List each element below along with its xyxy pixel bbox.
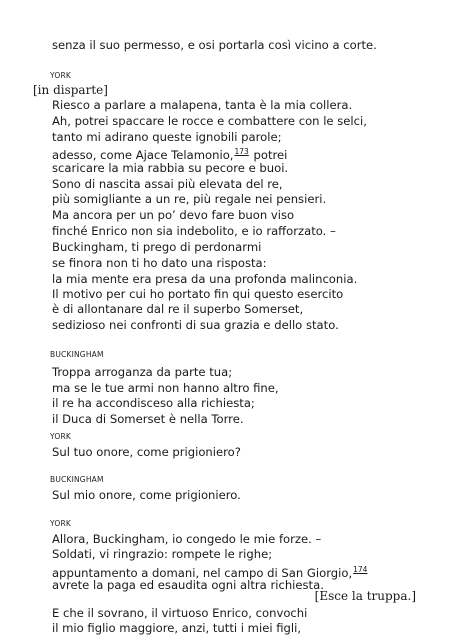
- verse-line: Buckingham, ti prego di perdonarmi: [52, 240, 262, 254]
- verse-line: Riesco a parlare a malapena, tanta è la mia collera.: [52, 98, 353, 112]
- footnote-link[interactable]: 174: [353, 565, 368, 574]
- verse-line: Sono di nascita assai più elevata del re,: [52, 177, 283, 191]
- verse-line: tanto mi adirano queste ignobili parole;: [52, 130, 282, 144]
- verse-line: scaricare la mia rabbia su pecore e buoi.: [52, 161, 289, 175]
- verse-line: Sul mio onore, come prigioniero.: [52, 488, 241, 502]
- verse-line: la mia mente era presa da una profonda malinconia.: [52, 272, 358, 286]
- verse-line: sedizioso nei confronti di sua grazia e dello stato.: [52, 318, 339, 332]
- verse-line: Allora, Buckingham, io congedo le mie forze. –: [52, 532, 322, 546]
- stage-direction: [Esce la truppa.]: [314, 589, 416, 603]
- footnote-link[interactable]: 173: [234, 147, 249, 156]
- verse-text: appuntamento a domani, nel campo di San Giorgio,: [52, 566, 353, 580]
- verse-line: ma se le tue armi non hanno altro fine,: [52, 381, 279, 395]
- verse-line: più somigliante a un re, più regale nei pensieri.: [52, 192, 327, 206]
- speaker-name: YORK: [50, 432, 72, 441]
- verse-text: potrei: [249, 148, 288, 162]
- verse-line: senza il suo permesso, e osi portarla così vicino a corte.: [52, 38, 377, 52]
- speaker-name: BUCKINGHAM: [50, 475, 104, 484]
- stage-direction: [in disparte]: [33, 83, 108, 97]
- verse-text: adesso, come Ajace Telamonio,: [52, 148, 234, 162]
- verse-line: il Duca di Somerset è nella Torre.: [52, 412, 244, 426]
- verse-line: il re ha accondisceso alla richiesta;: [52, 396, 255, 410]
- verse-line: avrete la paga ed esaudita ogni altra richiesta.: [52, 578, 324, 592]
- speaker-name: BUCKINGHAM: [50, 350, 104, 359]
- verse-line: Ma ancora per un po’ devo fare buon viso: [52, 208, 295, 222]
- verse-line: se finora non ti ho dato una risposta:: [52, 256, 267, 270]
- verse-line: Soldati, vi ringrazio: rompete le righe;: [52, 547, 273, 561]
- verse-line: Ah, potrei spaccare le rocce e combattere con le selci,: [52, 114, 367, 128]
- verse-line: Sul tuo onore, come prigioniero?: [52, 445, 241, 459]
- verse-line: Troppa arroganza da parte tua;: [52, 365, 233, 379]
- verse-line: il mio figlio maggiore, anzi, tutti i miei figli,: [52, 621, 302, 635]
- verse-line: E che il sovrano, il virtuoso Enrico, convochi: [52, 606, 308, 620]
- speaker-name: YORK: [50, 71, 72, 80]
- verse-line: finché Enrico non sia indebolito, e io rafforzato. –: [52, 224, 336, 238]
- verse-line-with-note: [52, 145, 287, 162]
- verse-line: Il motivo per cui ho portato fin qui questo esercito: [52, 287, 344, 301]
- verse-line: è di allontanare dal re il superbo Somerset,: [52, 302, 304, 316]
- speaker-name: YORK: [50, 519, 72, 528]
